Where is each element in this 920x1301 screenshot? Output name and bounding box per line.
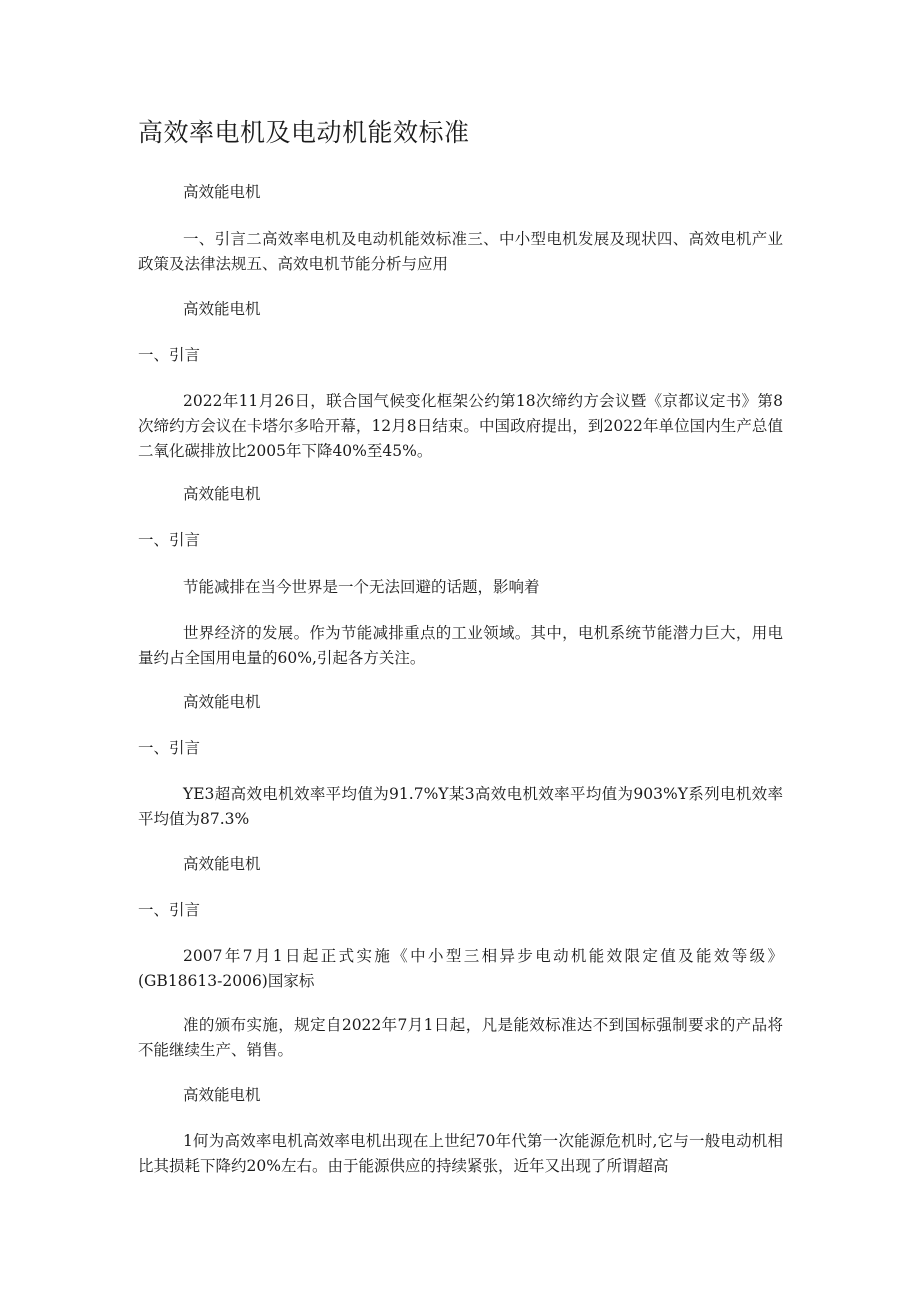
- running-header: 高效能电机: [183, 183, 261, 201]
- paragraph-intro-2a: 节能减排在当今世界是一个无法回避的话题，影响着: [183, 578, 540, 596]
- paragraph-outline: 一、引言二高效率电机及电动机能效标准三、中小型电机发展及现状四、高效电机产业政策及法律法规五、高效电机节能分析与应用: [138, 230, 783, 273]
- section-heading: 一、引言: [138, 346, 201, 364]
- running-header: 高效能电机: [183, 485, 261, 503]
- running-header: 高效能电机: [183, 693, 261, 711]
- document-title: 高效率电机及电动机能效标准: [138, 118, 470, 147]
- running-header: 高效能电机: [183, 1086, 261, 1104]
- paragraph-intro-2b: 世界经济的发展。作为节能减排重点的工业领域。其中，电机系统节能潜力巨大，用电量约占全国用电量的60%,引起各方关注。: [138, 624, 783, 667]
- paragraph-standard-b: 准的颁布实施，规定自2022年7月1日起，凡是能效标准达不到国标强制要求的产品将不能继续生产、销售。: [138, 1016, 783, 1059]
- running-header: 高效能电机: [183, 300, 261, 318]
- paragraph-intro-1: 2022年11月26日，联合国气候变化框架公约第18次缔约方会议暨《京都议定书》第8次缔约方会议在卡塔尔多哈开幕，12月8日结束。中国政府提出，到2022年单位国内生产总值二氧化碳排放比2005年下降40%至45%。: [138, 392, 783, 460]
- paragraph-definition: 1何为高效率电机高效率电机出现在上世纪70年代第一次能源危机时,它与一般电动机相比其损耗下降约20%左右。由于能源供应的持续紧张，近年又出现了所谓超高: [138, 1132, 783, 1175]
- section-heading: 一、引言: [138, 531, 201, 549]
- running-header: 高效能电机: [183, 855, 261, 873]
- paragraph-efficiency: YE3超高效电机效率平均值为91.7%Y某3高效电机效率平均值为903%Y系列电机效率平均值为87.3%: [138, 785, 783, 828]
- paragraph-standard-a: 2007年7月1日起正式实施《中小型三相异步电动机能效限定值及能效等级》(GB18613-2006)国家标: [138, 947, 783, 990]
- section-heading: 一、引言: [138, 901, 201, 919]
- section-heading: 一、引言: [138, 739, 201, 757]
